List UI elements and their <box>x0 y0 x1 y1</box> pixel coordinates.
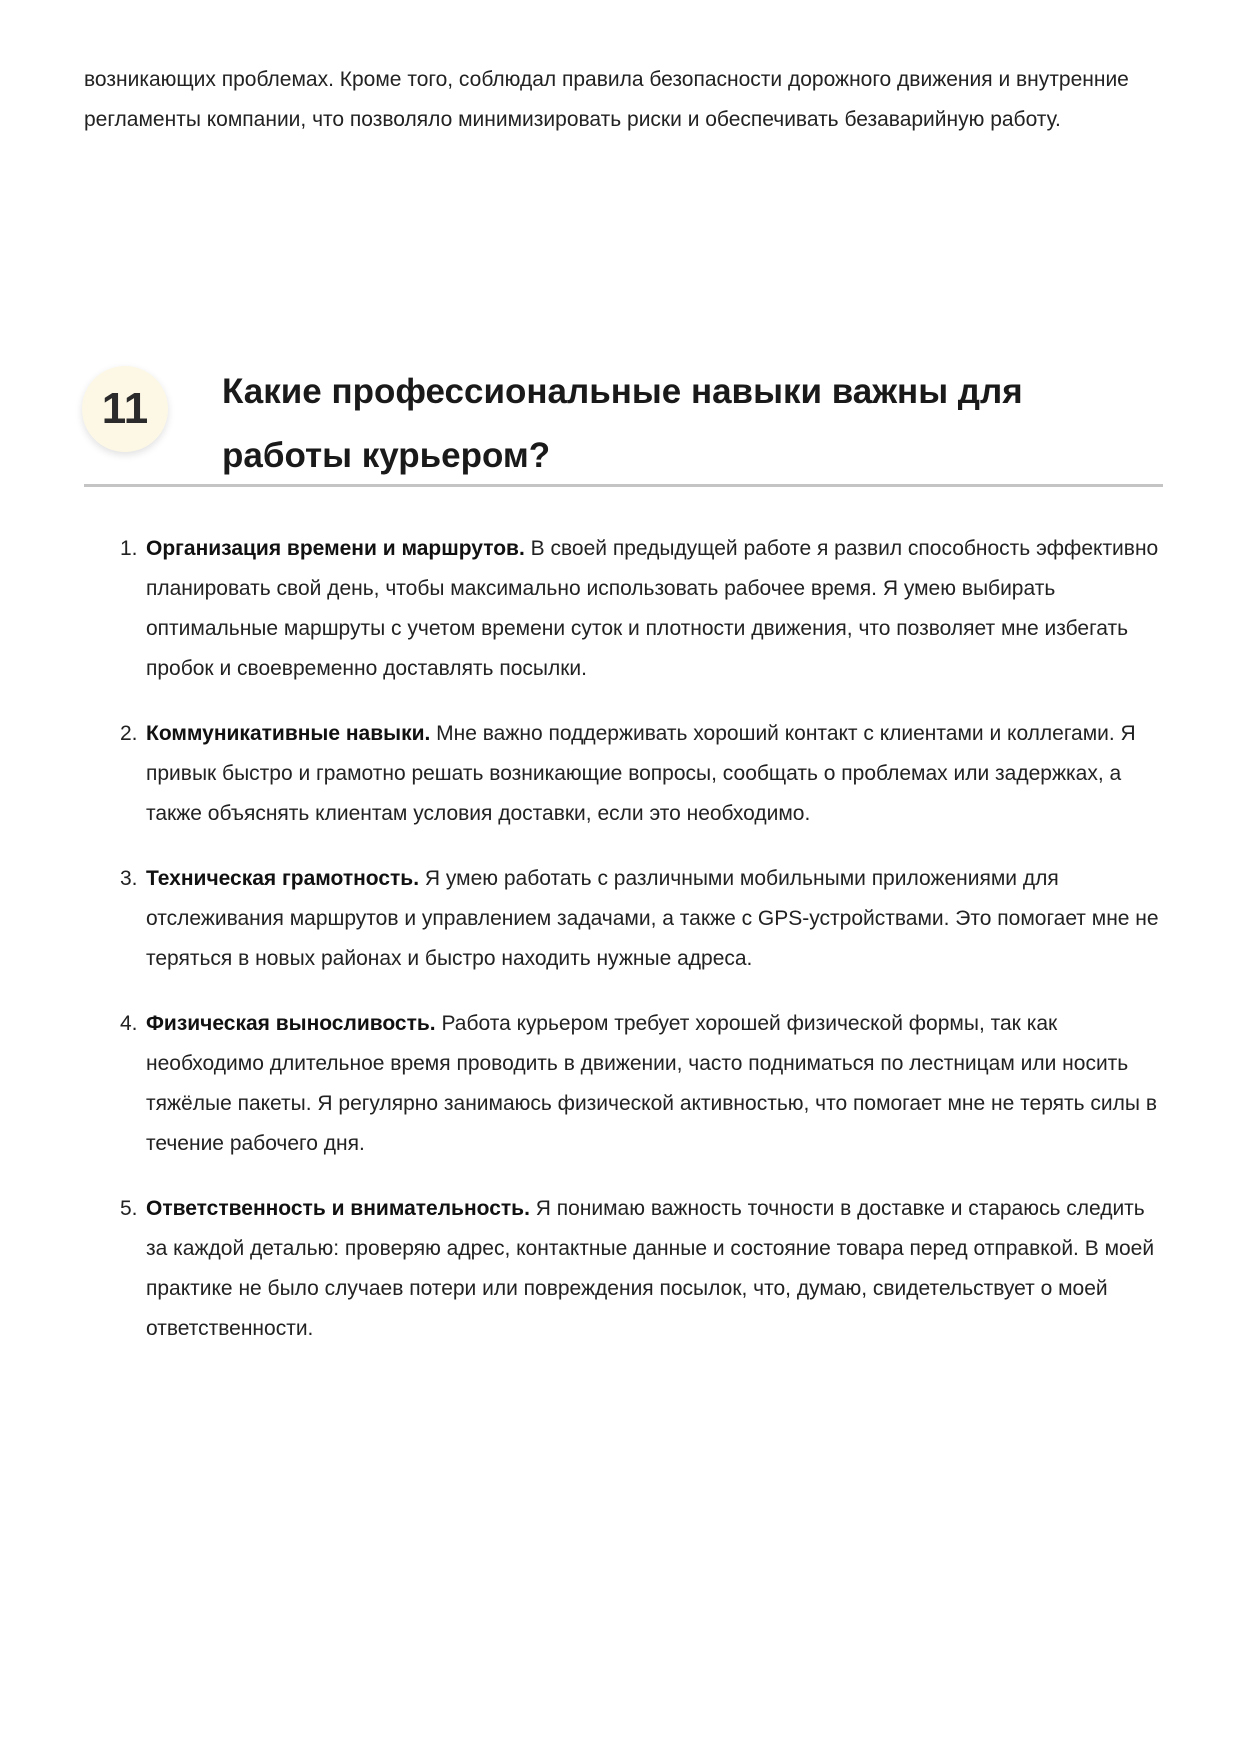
list-item <box>120 714 1166 834</box>
list-item <box>120 1189 1166 1349</box>
item-text: В своей предыдущей работе я развил способность эффективно планировать свой день, чтобы максимально использовать рабочее время. Я умею выбирать оптимальные маршруты с учетом времени суток и плотности движения, что позволяет мне избегать пробок и своевременно доставлять посылки. <box>146 537 1159 680</box>
item-number: 4. <box>120 1012 138 1035</box>
skills-list <box>120 529 1166 1374</box>
item-text: Работа курьером требует хорошей физической формы, так как необходимо длительное время проводить в движении, часто подниматься по лестницам или носить тяжёлые пакеты. Я регулярно занимаюсь физической активностью, что помогает мне не терять силы в течение рабочего дня. <box>146 1012 1157 1155</box>
section-header <box>84 360 1163 487</box>
section-title: Какие профессиональные навыки важны для работы курьером? <box>222 372 1023 475</box>
item-number: 1. <box>120 537 138 560</box>
list-item <box>120 529 1166 689</box>
intro-paragraph: возникающих проблемах. Кроме того, соблюдал правила безопасности дорожного движения и внутренние регламенты компании, что позволяло минимизировать риски и обеспечивать безаварийную работу. <box>84 68 1129 131</box>
item-number: 5. <box>120 1197 138 1220</box>
item-text: Мне важно поддерживать хороший контакт с клиентами и коллегами. Я привык быстро и грамотно решать возникающие вопросы, сообщать о проблемах или задержках, а также объяснять клиентам условия доставки, если это необходимо. <box>146 722 1136 825</box>
list-item <box>120 859 1166 979</box>
item-number: 2. <box>120 722 138 745</box>
item-text: Я понимаю важность точности в доставке и стараюсь следить за каждой деталью: проверяю адрес, контактные данные и состояние товара перед отправкой. В моей практике не было случаев потери или повреждения посылок, что, думаю, свидетельствует о моей ответственности. <box>146 1197 1155 1340</box>
item-heading: Коммуникативные навыки. <box>146 722 431 745</box>
item-heading: Ответственность и внимательность. <box>146 1197 530 1220</box>
item-heading: Организация времени и маршрутов. <box>146 537 525 560</box>
item-heading: Физическая выносливость. <box>146 1012 436 1035</box>
list-item <box>120 1004 1166 1164</box>
item-number: 3. <box>120 867 138 890</box>
item-heading: Техническая грамотность. <box>146 867 420 890</box>
item-text: Я умею работать с различными мобильными приложениями для отслеживания маршрутов и управлением задачами, а также с GPS-устройствами. Это помогает мне не теряться в новых районах и быстро находить нужные адреса. <box>146 867 1159 970</box>
section-number-badge: 11 <box>82 366 168 452</box>
